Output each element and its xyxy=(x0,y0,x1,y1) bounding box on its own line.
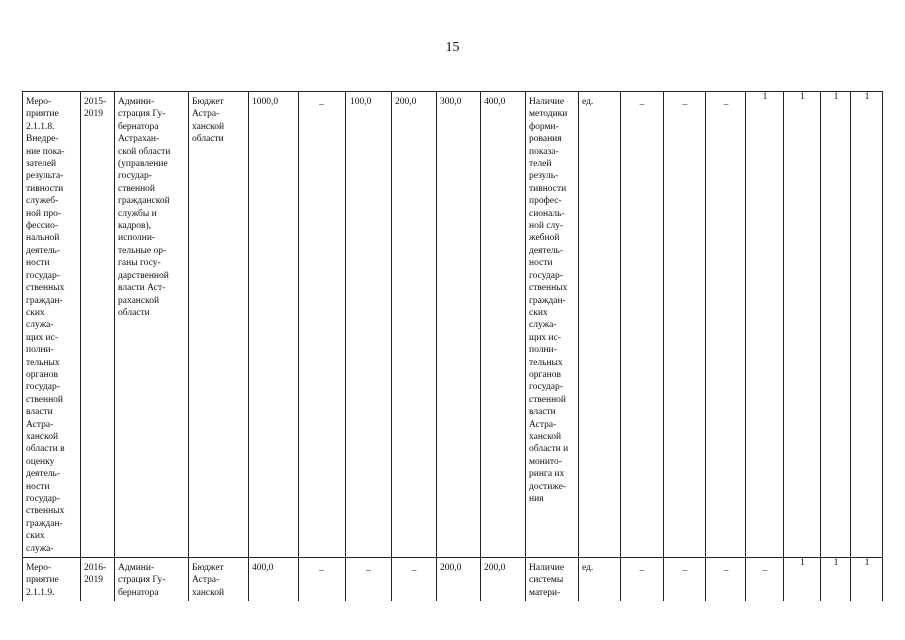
target-value: 1 xyxy=(762,92,768,102)
years: 2016- 2019 xyxy=(84,563,107,586)
year-value: _ xyxy=(319,563,324,573)
executor: Админи- страция Гу- бернатора xyxy=(118,563,166,598)
year-value: 200,0 xyxy=(484,563,506,573)
indicator: Наличие методики форми- рования показа- телей резуль- тивности профес- сиональ- ной слу- жебной деятель- ности государ- ственных граждан- ских служа- щих ис- полни- тельных органов государ- ственной власти Астра- ханской области и монито- ринга их достиже- ния xyxy=(529,97,569,504)
target-value: 1 xyxy=(864,92,870,102)
target-value: _ xyxy=(762,563,768,573)
year-value: 100,0 xyxy=(350,97,372,107)
year-value: 300,0 xyxy=(440,97,462,107)
target-value: _ xyxy=(682,97,688,107)
target-value: 1 xyxy=(833,558,839,568)
indicator: Наличие системы матери- xyxy=(529,563,565,598)
year-value: _ xyxy=(366,563,371,573)
target-value: _ xyxy=(682,563,688,573)
year-value: _ xyxy=(319,97,324,107)
year-value: 400,0 xyxy=(484,97,506,107)
target-value: _ xyxy=(639,563,645,573)
year-value: _ xyxy=(411,563,417,573)
target-value: 1 xyxy=(800,92,805,102)
year-value: 200,0 xyxy=(440,563,462,573)
year-value: 200,0 xyxy=(395,97,417,107)
measure-name: Меро- приятие 2.1.1.9. xyxy=(26,563,59,598)
total-amount: 400,0 xyxy=(252,563,274,573)
target-value: _ xyxy=(639,97,645,107)
executor: Админи- страция Гу- бернатора Астрахан- ской области (управление государ- ственной гражданской службы и кадров), исполни- тельные ор- ганы госу- дарственной власти Аст- раханской области xyxy=(118,97,171,318)
unit: ед. xyxy=(582,563,594,573)
target-value: 1 xyxy=(833,92,839,102)
total-amount: 1000,0 xyxy=(252,97,279,107)
target-value: _ xyxy=(723,97,729,107)
target-value: 1 xyxy=(864,558,870,568)
target-value: _ xyxy=(723,563,729,573)
funding-source: Бюджет Астра- ханской области xyxy=(192,97,225,145)
measure-name: Меро- приятие 2.1.1.8. Внедре- ние пока- зателей результа- тивности служеб- ной про- фессио- нальной деятель- ности государ- ственных граждан- ских служа- щих ис- полни- тельных органов государ- ственной власти Астра- ханской области в оценку деятель- ности государ- ственных граждан- ских служа- xyxy=(26,97,65,554)
target-value: 1 xyxy=(800,558,805,568)
page-number: 15 xyxy=(445,40,460,55)
funding-source: Бюджет Астра- ханской xyxy=(192,563,225,598)
years: 2015- 2019 xyxy=(84,97,107,120)
unit: ед. xyxy=(582,97,594,107)
